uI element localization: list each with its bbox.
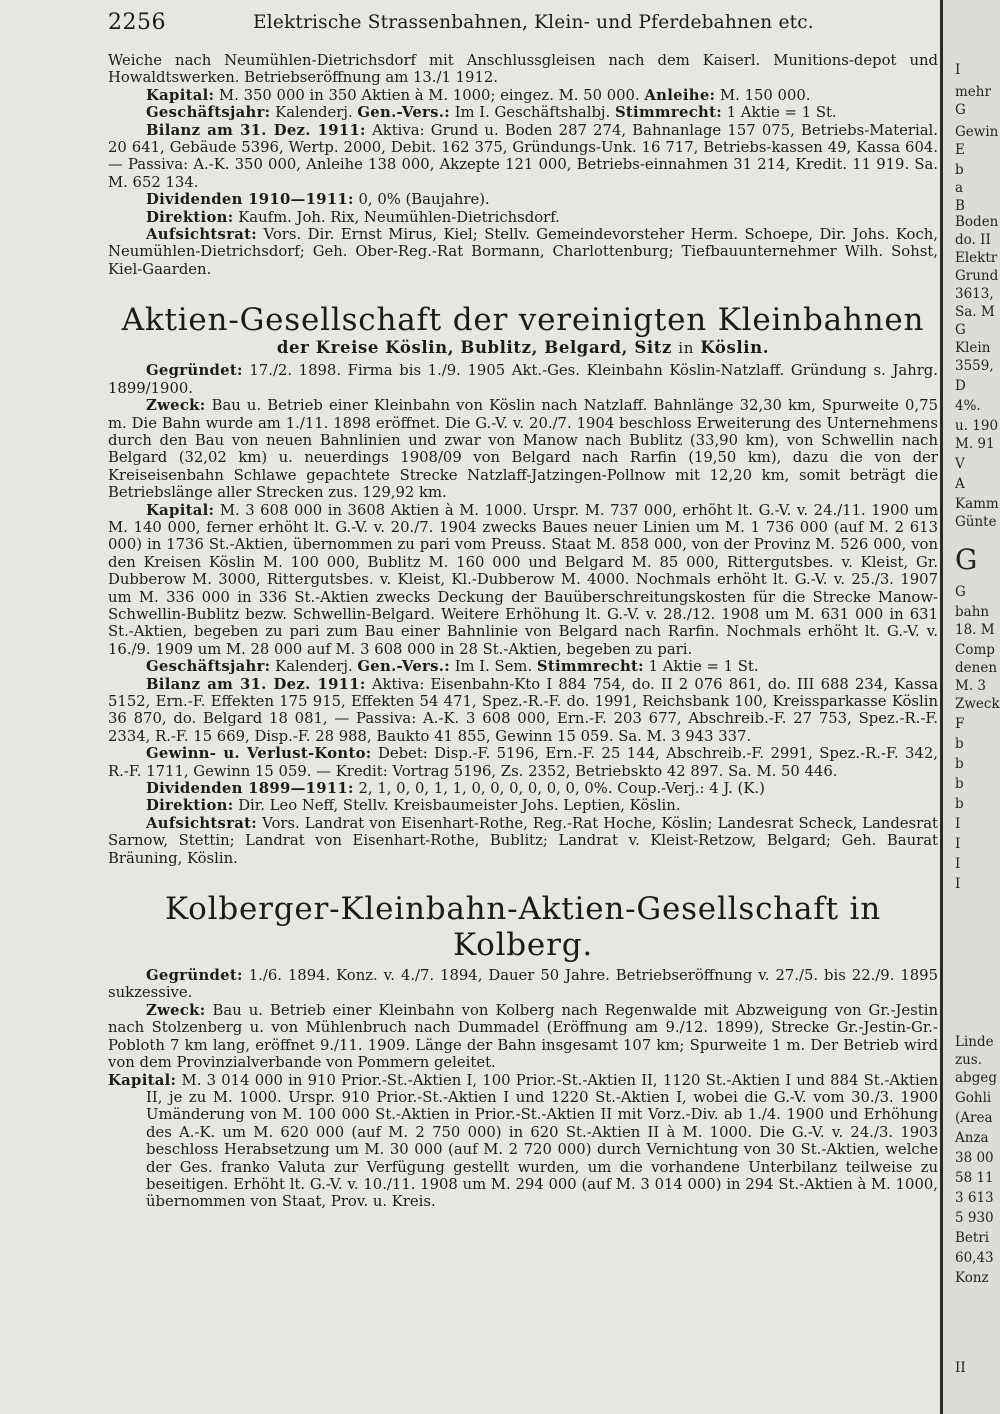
adjacent-column-line: mehr — [955, 84, 991, 100]
adjacent-column-line: b — [955, 776, 964, 792]
adjacent-column-line: G — [955, 584, 966, 600]
adjacent-column-line: G — [955, 102, 966, 118]
adjacent-column-line: do. II — [955, 232, 991, 248]
founded: Gegründet: 17./2. 1898. Firma bis 1./9. 1905 Akt.-Ges. Kleinbahn Köslin-Natzlaff. Gründung s. Jahrg. 1899/1900. — [108, 362, 938, 397]
adjacent-column-line: 5 930 — [955, 1210, 994, 1226]
purpose: Zweck: Bau u. Betrieb einer Kleinbahn von Köslin nach Natzlaff. Bahnlänge 32,30 km, Spurweite 0,75 m. Die Bahn wurde am 1./11. 1898 eröffnet. Die G.-V. v. 20./7. 1904 beschloss Erweiterung des Unternehmens durch den Bau von neuen Bahnlinien und zwar von Manow nach Bublitz (33,90 km), von Schwellin nach Belgard (32,02 km) u. neuerdings 1908/09 von Belgard nach Rarfin (19,50 km), dazu die von der Kreiseisenbahn Schlawe gepachtete Strecke Natzlaff-Jatzingen-Pollnow mit 12,20 km, somit beträgt die Betriebslänge aller Strecken zus. 129,92 km. — [108, 397, 938, 502]
running-title: Elektrische Strassenbahnen, Klein- und Pferdebahnen etc. — [253, 12, 814, 33]
adjacent-column-line: abgeg — [955, 1070, 997, 1086]
adjacent-column-line: M. 3 — [955, 678, 986, 694]
adjacent-column-line: A — [955, 476, 965, 492]
adjacent-column-line: 60,43 — [955, 1250, 994, 1266]
adjacent-column-line: Boden — [955, 214, 999, 230]
adjacent-column-line: I — [955, 816, 961, 832]
company-subtitle-koeslin: der Kreise Köslin, Bublitz, Belgard, Sitz in Köslin. — [276, 338, 770, 358]
adjacent-column-fragment — [943, 0, 1000, 1414]
adjacent-column-line: V — [955, 456, 965, 472]
adjacent-column-line: II — [955, 1360, 966, 1376]
balance-sheet: Bilanz am 31. Dez. 1911: Aktiva: Grund u. Boden 287 274, Bahnanlage 157 075, Betriebs-Material. 20 641, Gebäude 5396, Wertp. 2000, Debit. 162 375, Gründungs-Unk. 16 717, Betriebs-kassen 49, Kassa 604. — Passiva: A.-K. 350 000, Anleihe 138 000, Akzepte 121 000, Betriebs-einnahmen 31 214, Kredit. 11 919. Sa. M. 652 134. — [108, 121, 938, 191]
adjacent-column-line: Anza — [955, 1130, 989, 1146]
fiscal-line: Geschäftsjahr: Kalenderj. Gen.-Vers.: Im I. Geschäftshalbj. Stimmrecht: 1 Aktie = 1 St. — [146, 104, 837, 122]
adjacent-column-line: b — [955, 736, 964, 752]
adjacent-column-line: b — [955, 756, 964, 772]
adjacent-column-line: Konz — [955, 1270, 989, 1286]
adjacent-column-line: G — [955, 543, 978, 576]
adjacent-column-line: u. 190 — [955, 418, 999, 434]
adjacent-column-line: zus. — [955, 1052, 983, 1068]
adjacent-column-line: b — [955, 162, 964, 178]
adjacent-column-line: 3 613 — [955, 1190, 994, 1206]
company-title-kolberg: Kolberger-Kleinbahn-Aktien-Gesellschaft in Kolberg. — [165, 891, 881, 964]
adjacent-column-line: E — [955, 142, 965, 158]
adjacent-column-line: B — [955, 198, 965, 214]
fiscal-line: Geschäftsjahr: Kalenderj. Gen.-Vers.: Im I. Sem. Stimmrecht: 1 Aktie = 1 St. — [146, 658, 759, 676]
adjacent-column-line: Sa. M — [955, 304, 995, 320]
supervisory-board: Aufsichtsrat: Vors. Dir. Ernst Mirus, Kiel; Stellv. Gemeindevorsteher Herm. Schoepe, Dir. Johs. Koch, Neumühlen-Dietrichsdorf; Geh. Ober-Reg.-Rat Bormann, Charlottenburg; Tiefbauunternehmer Wilh. Sohst, Kiel-Gaarden. — [108, 226, 938, 278]
adjacent-column-line: a — [955, 180, 964, 196]
adjacent-column-line: 58 11 — [955, 1170, 994, 1186]
supervisory-board: Aufsichtsrat: Vors. Landrat von Eisenhart-Rothe, Reg.-Rat Hoche, Köslin; Landesrat Scheck, Landesrat Sarnow, Stettin; Landrat von Eisenhart-Rothe, Bublitz; Landrat v. Kleist-Retzow, Belgard; Geh. Baurat Bräuning, Köslin. — [108, 814, 938, 867]
adjacent-column-line: M. 91 — [955, 436, 995, 452]
adjacent-column-line: I — [955, 836, 961, 852]
main-column — [108, 52, 938, 1211]
adjacent-column-line: Grund — [955, 268, 999, 284]
adjacent-column-line: 18. M — [955, 622, 995, 638]
adjacent-column-line: 4%. — [955, 398, 981, 414]
adjacent-column-line: Betri — [955, 1230, 990, 1246]
founded: Gegründet: 1./6. 1894. Konz. v. 4./7. 1894, Dauer 50 Jahre. Betriebseröffnung v. 27./5. bis 22./9. 1895 sukzessive. — [108, 967, 938, 1002]
adjacent-column-line: bahn — [955, 604, 990, 620]
adjacent-column-line: Elektr — [955, 250, 998, 266]
balance-sheet: Bilanz am 31. Dez. 1911: Aktiva: Eisenbahn-Kto I 884 754, do. II 2 076 861, do. III 688 234, Kassa 5152, Ern.-F. Effekten 175 915, Effekten 54 471, Spez.-R.-F. do. 1991, Reichsbank 100, Kreissparkasse Köslin 36 870, do. Belgard 18 081, — Passiva: A.-K. 3 608 000, Ern.-F. 203 677, Abschreib.-F. 27 753, Spez.-R.-F. 2334, R.-F. 15 669, Disp.-F. 28 988, Baukto 41 855, Gewinn 15 059. Sa. M. 3 943 337. — [108, 675, 938, 745]
adjacent-column-line: Comp — [955, 642, 995, 658]
dividends: Dividenden 1910—1911: 0, 0% (Baujahre). — [146, 191, 490, 209]
adjacent-column-line: D — [955, 378, 966, 394]
management: Direktion: Kaufm. Joh. Rix, Neumühlen-Dietrichsdorf. — [146, 208, 560, 226]
adjacent-column-line: I — [955, 876, 961, 892]
adjacent-column-line: I — [955, 62, 961, 78]
purpose: Zweck: Bau u. Betrieb einer Kleinbahn von Kolberg nach Regenwalde mit Abzweigung von Gr.-Jestin nach Stolzenberg u. von Mühlenbruch nach Dummadel (Eröffnung am 9./12. 1899), Strecke Gr.-Jestin-Gr.-Pobloth 7 km lang, eröffnet 9./11. 1909. Länge der Bahn insgesamt 107 km; Spurweite 1 m. Der Betrieb wird von dem Provinzialverbande von Pommern geleitet. — [108, 1001, 938, 1072]
adjacent-column-line: 38 00 — [955, 1150, 994, 1166]
adjacent-column-line: Gewin — [955, 124, 999, 140]
page-header — [108, 6, 938, 38]
adjacent-column-line: denen — [955, 660, 998, 676]
capital: Kapital: M. 3 014 000 in 910 Prior.-St.-Aktien I, 100 Prior.-St.-Aktien II, 1120 St.-Aktien I und 884 St.-Aktien II, je zu M. 1000. Urspr. 910 Prior.-St.-Aktien I und 1220 St.-Aktien I, wobei die G.-V. vom 30./3. 1900 Umänderung von M. 100 000 St.-Aktien in Prior.-St.-Aktien II mit Vorz.-Div. ab 1./4. 1900 und Erhöhung des A.-K. um M. 620 000 (auf M. 2 750 000) in 620 St.-Aktien II à M. 1000. Die G.-V. v. 24./3. 1903 beschloss Herabsetzung um M. 30 000 (auf M. 2 720 000) durch Vernichtung von 30 St.-Aktien, welche der Ges. franko Valuta zur Verfügung gestellt wurden, um die vorhandene Unterbilanz teilweise zu beseitigen. Erhöht lt. G.-V. v. 10./11. 1908 um M. 294 000 (auf M. 3 014 000) in 294 St.-Aktien à M. 1000, übernommen von Staat, Prov. u. Kreis. — [108, 1071, 938, 1211]
intro-text: Weiche nach Neumühlen-Dietrichsdorf mit Anschlussgleisen nach dem Kaiserl. Munitions-depot und Howaldtswerken. Betriebseröffnung am 13./1 1912. — [108, 52, 938, 87]
adjacent-column-line: I — [955, 856, 961, 872]
adjacent-column-line: Gohli — [955, 1090, 992, 1106]
dividends: Dividenden 1899—1911: 2, 1, 0, 0, 1, 1, 0, 0, 0, 0, 0, 0, 0%. Coup.-Verj.: 4 J. (K.) — [146, 780, 765, 798]
adjacent-column-line: Kamm — [955, 496, 999, 512]
capital: Kapital: M. 3 608 000 in 3608 Aktien à M. 1000. Urspr. M. 737 000, erhöht lt. G.-V. v. 24./11. 1900 um M. 140 000, ferner erhöht lt. G.-V. v. 20./7. 1904 zwecks Baues neuer Linien um M. 1 736 000 (auf M. 2 613 000) in 1736 St.-Aktien, übernommen zu pari vom Preuss. Staat M. 858 000, von der Provinz M. 526 000, von den Kreisen Köslin M. 100 000, Bublitz M. 160 000 und Belgard M. 85 000, Rittergutsbes. v. Kleist, Gr. Dubberow M. 3000, Rittergutsbes. v. Kleist, Kl.-Dubberow M. 4000. Nochmals erhöht lt. G.-V. v. 25./3. 1907 um M. 336 000 in 336 St.-Aktien zwecks Deckung der Bauüberschreitungskosten für die Strecke Manow-Schwellin-Bublitz bezw. Schwellin-Belgard. Weitere Erhöhung lt. G.-V. v. 28./12. 1908 um M. 631 000 in 631 St.-Aktien, begeben zu pari zum Bau einer Bahnlinie von Belgard nach Rarfin. Nochmals erhöht lt. G.-V. v. 16./9. 1909 um M. 28 000 auf M. 3 608 000 in 28 St.-Aktien, begeben zu pari. — [108, 501, 938, 658]
capital-line: Kapital: M. 350 000 in 350 Aktien à M. 1000; eingez. M. 50 000. Anleihe: M. 150 000. — [146, 86, 811, 104]
profit-loss: Gewinn- u. Verlust-Konto: Debet: Disp.-F. 5196, Ern.-F. 25 144, Abschreib.-F. 2991, Spez.-R.-F. 342, R.-F. 1711, Gewinn 15 059. — Kredit: Vortrag 5196, Zs. 2352, Betriebskto 42 897. Sa. M. 50 446. — [108, 745, 938, 780]
adjacent-column-line: Zweck — [955, 696, 1000, 712]
adjacent-column-line: b — [955, 796, 964, 812]
adjacent-column-line: G — [955, 322, 966, 338]
adjacent-column-line: 3613, — [955, 286, 994, 302]
adjacent-column-line: Linde — [955, 1034, 994, 1050]
page-number: 2256 — [108, 10, 166, 35]
company-title-koeslin: Aktien-Gesellschaft der vereinigten Kleinbahnen — [121, 302, 925, 339]
management: Direktion: Dir. Leo Neff, Stellv. Kreisbaumeister Johs. Leptien, Köslin. — [146, 797, 681, 815]
adjacent-column-line: F — [955, 716, 965, 732]
adjacent-column-line: 3559, — [955, 358, 994, 374]
adjacent-column-line: Günte — [955, 514, 997, 530]
adjacent-column-line: Klein — [955, 340, 991, 356]
adjacent-column-line: (Area — [955, 1110, 993, 1126]
